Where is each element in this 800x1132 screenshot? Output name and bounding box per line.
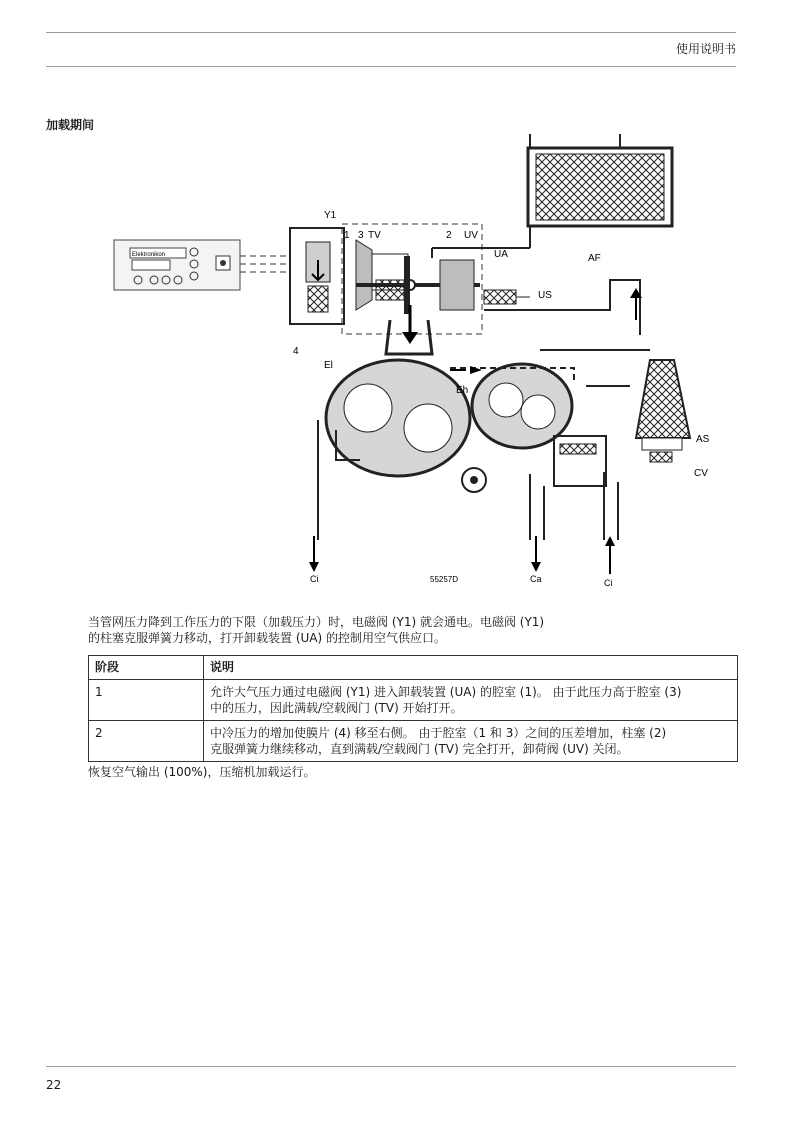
label-ca: Ca [530,574,542,584]
solenoid-valve-y1 [290,228,344,324]
table-row [89,721,738,762]
label-ci-right: Ci [604,578,613,588]
step-description [204,721,738,762]
step-description-line1: 允许大气压力通过电磁阀 (Y1) 进入卸载装置 (UA) 的腔室 (1)。 由于此压力高于腔室 (3) [210,685,682,699]
label-tv: TV [368,230,381,241]
label-2: 2 [446,230,452,241]
air-filter-af [528,134,672,226]
label-cv: CV [694,468,708,479]
label-ua: UA [494,249,508,260]
label-uv: UV [464,230,478,241]
header-description: 说明 [204,656,738,680]
cooler-as [636,360,690,462]
page-number: 22 [46,1078,62,1092]
step-description-line1: 中冷压力的增加使膜片 (4) 移至右侧。 由于腔室（1 和 3）之间的压差增加，柱塞 (2) [210,726,667,740]
label-af: AF [588,253,601,264]
figure-code: 55257D [430,575,459,584]
low-pressure-element [326,360,470,476]
label-3: 3 [358,230,364,241]
paragraph-result: 恢复空气输出 (100%)，压缩机加载运行。 [88,765,316,779]
label-eh: Eh [456,385,469,396]
label-y1: Y1 [324,210,337,221]
table-header-row [89,656,738,680]
step-number: 1 [89,680,204,721]
label-ci-left: Ci [310,574,319,584]
section-heading: 加载期间 [46,118,95,132]
controller-brand: Elektronikon [132,252,166,258]
document-title: 使用说明书 [675,42,736,56]
compressor-loading-diagram [110,130,710,592]
label-us: US [538,290,552,301]
label-as: AS [696,434,710,445]
controller-panel [114,240,240,290]
table-row [89,680,738,721]
unloader-internals [356,240,480,344]
header-step: 阶段 [89,656,204,680]
paragraph-intro-line1: 当管网压力降到工作压力的下限（加载压力）时，电磁阀 (Y1) 就会通电。电磁阀 (Y1) [88,615,545,629]
step-description-line2: 中的压力，因此满载/空载阀门 (TV) 开始打开。 [210,701,463,715]
header-rule-top [46,32,736,33]
paragraph-intro [88,614,688,646]
paragraph-intro-line2: 的柱塞克服弹簧力移动，打开卸载装置 (UA) 的控制用空气供应口。 [88,631,446,645]
step-description-line2: 克服弹簧力继续移动，直到满载/空载阀门 (TV) 完全打开，卸荷阀 (UV) 关闭。 [210,742,629,756]
label-1: 1 [344,230,350,241]
steps-table [88,655,738,762]
label-4: 4 [293,346,299,357]
label-el: El [324,360,333,371]
footer-rule [46,1066,736,1067]
header-rule-bottom [46,66,736,67]
step-description [204,680,738,721]
step-number: 2 [89,721,204,762]
